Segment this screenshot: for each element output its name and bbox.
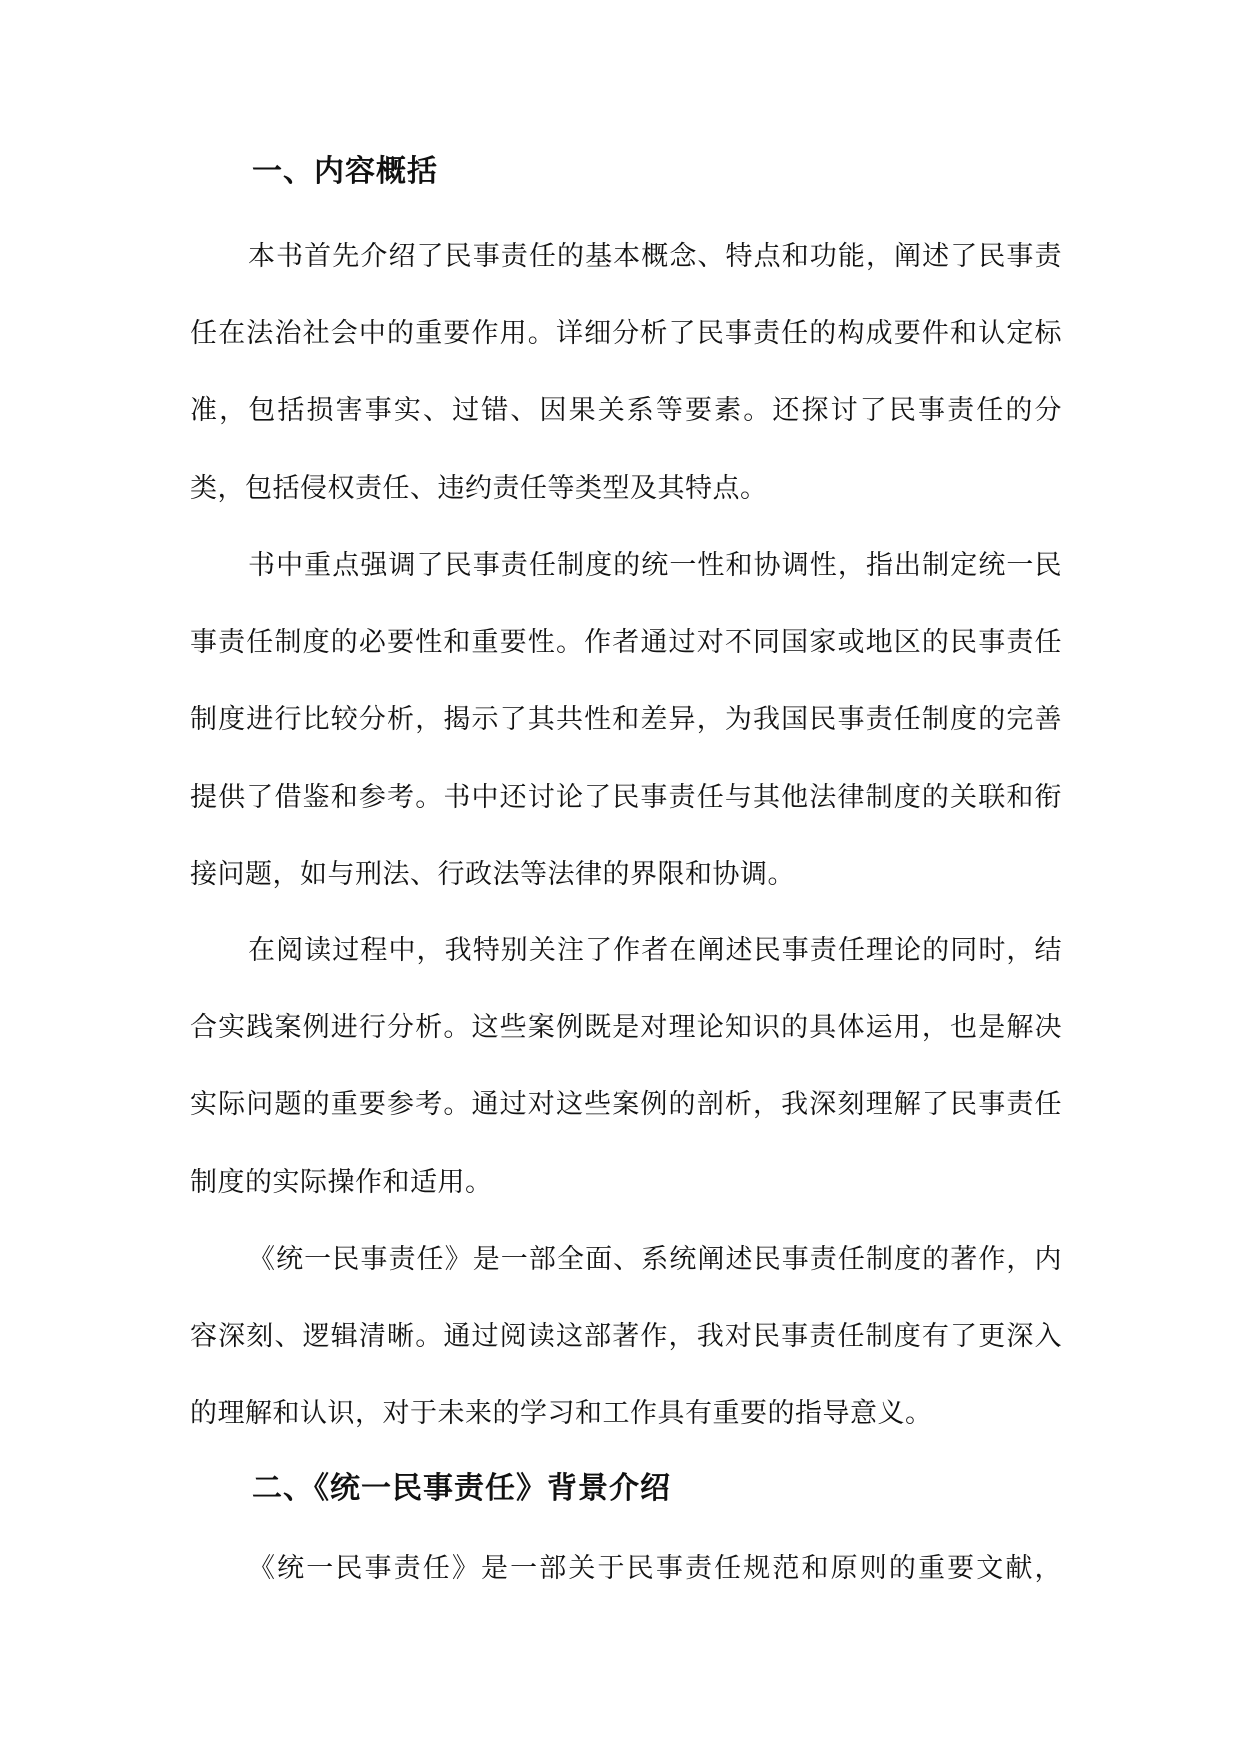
section-heading-content-summary: 一、内容概括: [252, 154, 438, 189]
paragraph-background-intro: 《统一民事责任》是一部关于民事责任规范和原则的重要文献，: [248, 1553, 1062, 1584]
paragraph-unity: 书中重点强调了民事责任制度的统一性和协调性，指出制定统一民事责任制度的必要性和重要性。作者通过对不同国家或地区的民事责任制度进行比较分析，揭示了其共性和差异，为我国民事责任制度的完善提供了借鉴和参考。书中还讨论了民事责任与其他法律制度的关联和衔接问题，如与刑法、行政法等法律的界限和协调。: [190, 550, 1062, 890]
paragraph-reading-focus: 在阅读过程中，我特别关注了作者在阐述民事责任理论的同时，结合实践案例进行分析。这些案例既是对理论知识的具体运用，也是解决实际问题的重要参考。通过对这些案例的剖析，我深刻理解了民事责任制度的实际操作和适用。: [190, 935, 1062, 1198]
paragraph-conclusion: 《统一民事责任》是一部全面、系统阐述民事责任制度的著作，内容深刻、逻辑清晰。通过阅读这部著作，我对民事责任制度有了更深入的理解和认识，对于未来的学习和工作具有重要的指导意义。: [190, 1244, 1062, 1430]
section-heading-background: 二、《统一民事责任》背景介绍: [252, 1471, 671, 1506]
paragraph-intro: 本书首先介绍了民事责任的基本概念、特点和功能，阐述了民事责任在法治社会中的重要作用。详细分析了民事责任的构成要件和认定标准，包括损害事实、过错、因果关系等要素。还探讨了民事责任的分类，包括侵权责任、违约责任等类型及其特点。: [190, 241, 1062, 504]
